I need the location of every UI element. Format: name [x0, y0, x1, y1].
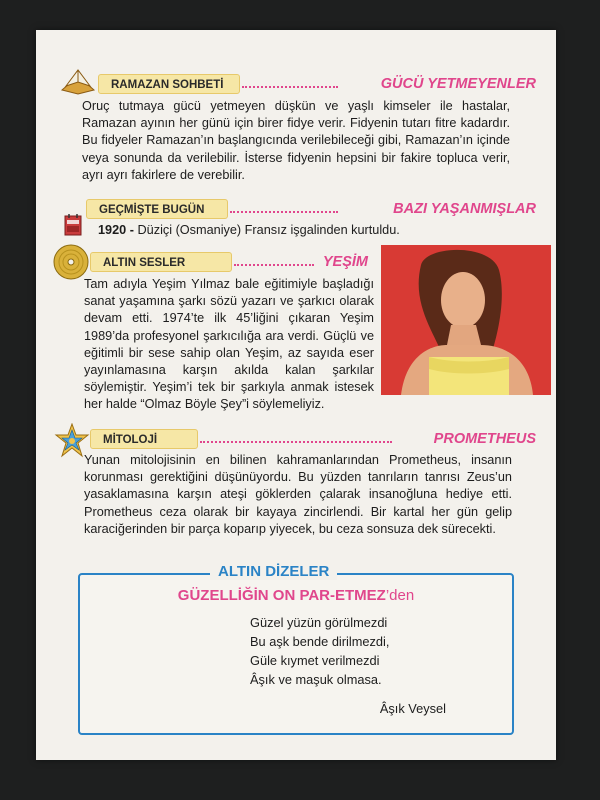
poem-line: Güle kıymet verilmezdi [250, 653, 380, 668]
mitoloji-header: MİTOLOJİ [90, 429, 198, 449]
gecmiste-text [98, 222, 518, 239]
poem-title [80, 587, 512, 604]
poem-line: Bu aşk bende dirilmezdi, [250, 634, 390, 649]
altin-sesler-header: ALTIN SESLER [90, 252, 232, 272]
poem-tag: ALTIN DİZELER [210, 563, 337, 580]
altin-sesler-text: Tam adıyla Yeşim Yılmaz bale eğitimiyle başladığı sanat yaşamına şarkı sözü yazarı ve şarkıcı olarak devam etti. 1974’te ilk 45’liğini çıkaran Yeşim 1989’da profesyonel şarkıcılığa ara verdi. Güçlü ve eğitimli bir sese sahip olan Yeşim, az sayıda eser yayınlamasına karşın akılda kalan şarkılar söylemiştir. Yeşim’i tek bir şarkıyla anmak istesek her halde “Olmaz Böyle Şey”i söylemeliyiz. [84, 277, 374, 412]
calendar-icon [63, 213, 83, 242]
gecmiste-header: GEÇMİŞTE BUGÜN [86, 199, 228, 219]
poem-title-rest: ’den [385, 587, 415, 604]
altin-sesler-topic: YEŞİM [322, 254, 368, 270]
almanac-page [36, 30, 556, 760]
poem-title-bold: GÜZELLİĞİN ON PAR-ETMEZ [177, 587, 386, 604]
poem-line: Güzel yüzün görülmezdi [250, 615, 388, 630]
poem-line: Âşık ve maşuk olmasa. [250, 672, 382, 687]
mitoloji-topic: PROMETHEUS [433, 431, 536, 447]
singer-photo [381, 245, 551, 395]
gecmiste-topic: BAZI YAŞANMIŞLAR [393, 201, 536, 217]
poem-lines [250, 613, 389, 689]
gecmiste-divider [230, 211, 338, 213]
altin-sesler-divider [234, 264, 314, 266]
ramazan-divider [242, 86, 338, 88]
mitoloji-text: Yunan mitolojisinin en bilinen kahramanlarından Prometheus, insanın korunması gerektiğini düşünüyordu. Bu yüzden tanrıların tanrısı Zeus’un yasaklamasına karşın ateşi göklerden çalarak insanoğluna hediye etti. Prometheus ceza olarak bir kayaya zincirlendi. Bir kartal her gün gelip karaciğerinden bir parça koparıp yiyecek, bu ceza sonsuza dek sürecekti. [84, 453, 512, 536]
mitoloji-divider [200, 441, 392, 443]
gecmiste-event: Düziçi (Osmaniye) Fransız işgalinden kurtuldu. [133, 223, 400, 237]
ramazan-header: RAMAZAN SOHBETİ [98, 74, 240, 94]
gecmiste-year: 1920 - [98, 223, 134, 237]
ramazan-topic: GÜCÜ YETMEYENLER [380, 76, 536, 92]
poem-box [78, 563, 514, 735]
quran-stand-icon [58, 66, 98, 101]
poem-author: Âşık Veysel [379, 701, 446, 716]
ramazan-text: Oruç tutmaya gücü yetmeyen düşkün ve yaşlı kimseler ile hastalar, Ramazan ayının her günü için birer fidye verir. Fidyenin tutarı fitre kadardır. Bu fidyeler Ramazan’ın başlangıcında verilebileceği gibi, Ramazan’ın içinde veya sonunda da verilebilir. İsterse fidyenin hepsini bir fakire topluca verir, ayrı ayrı fakirlere de verebilir. [82, 99, 510, 182]
